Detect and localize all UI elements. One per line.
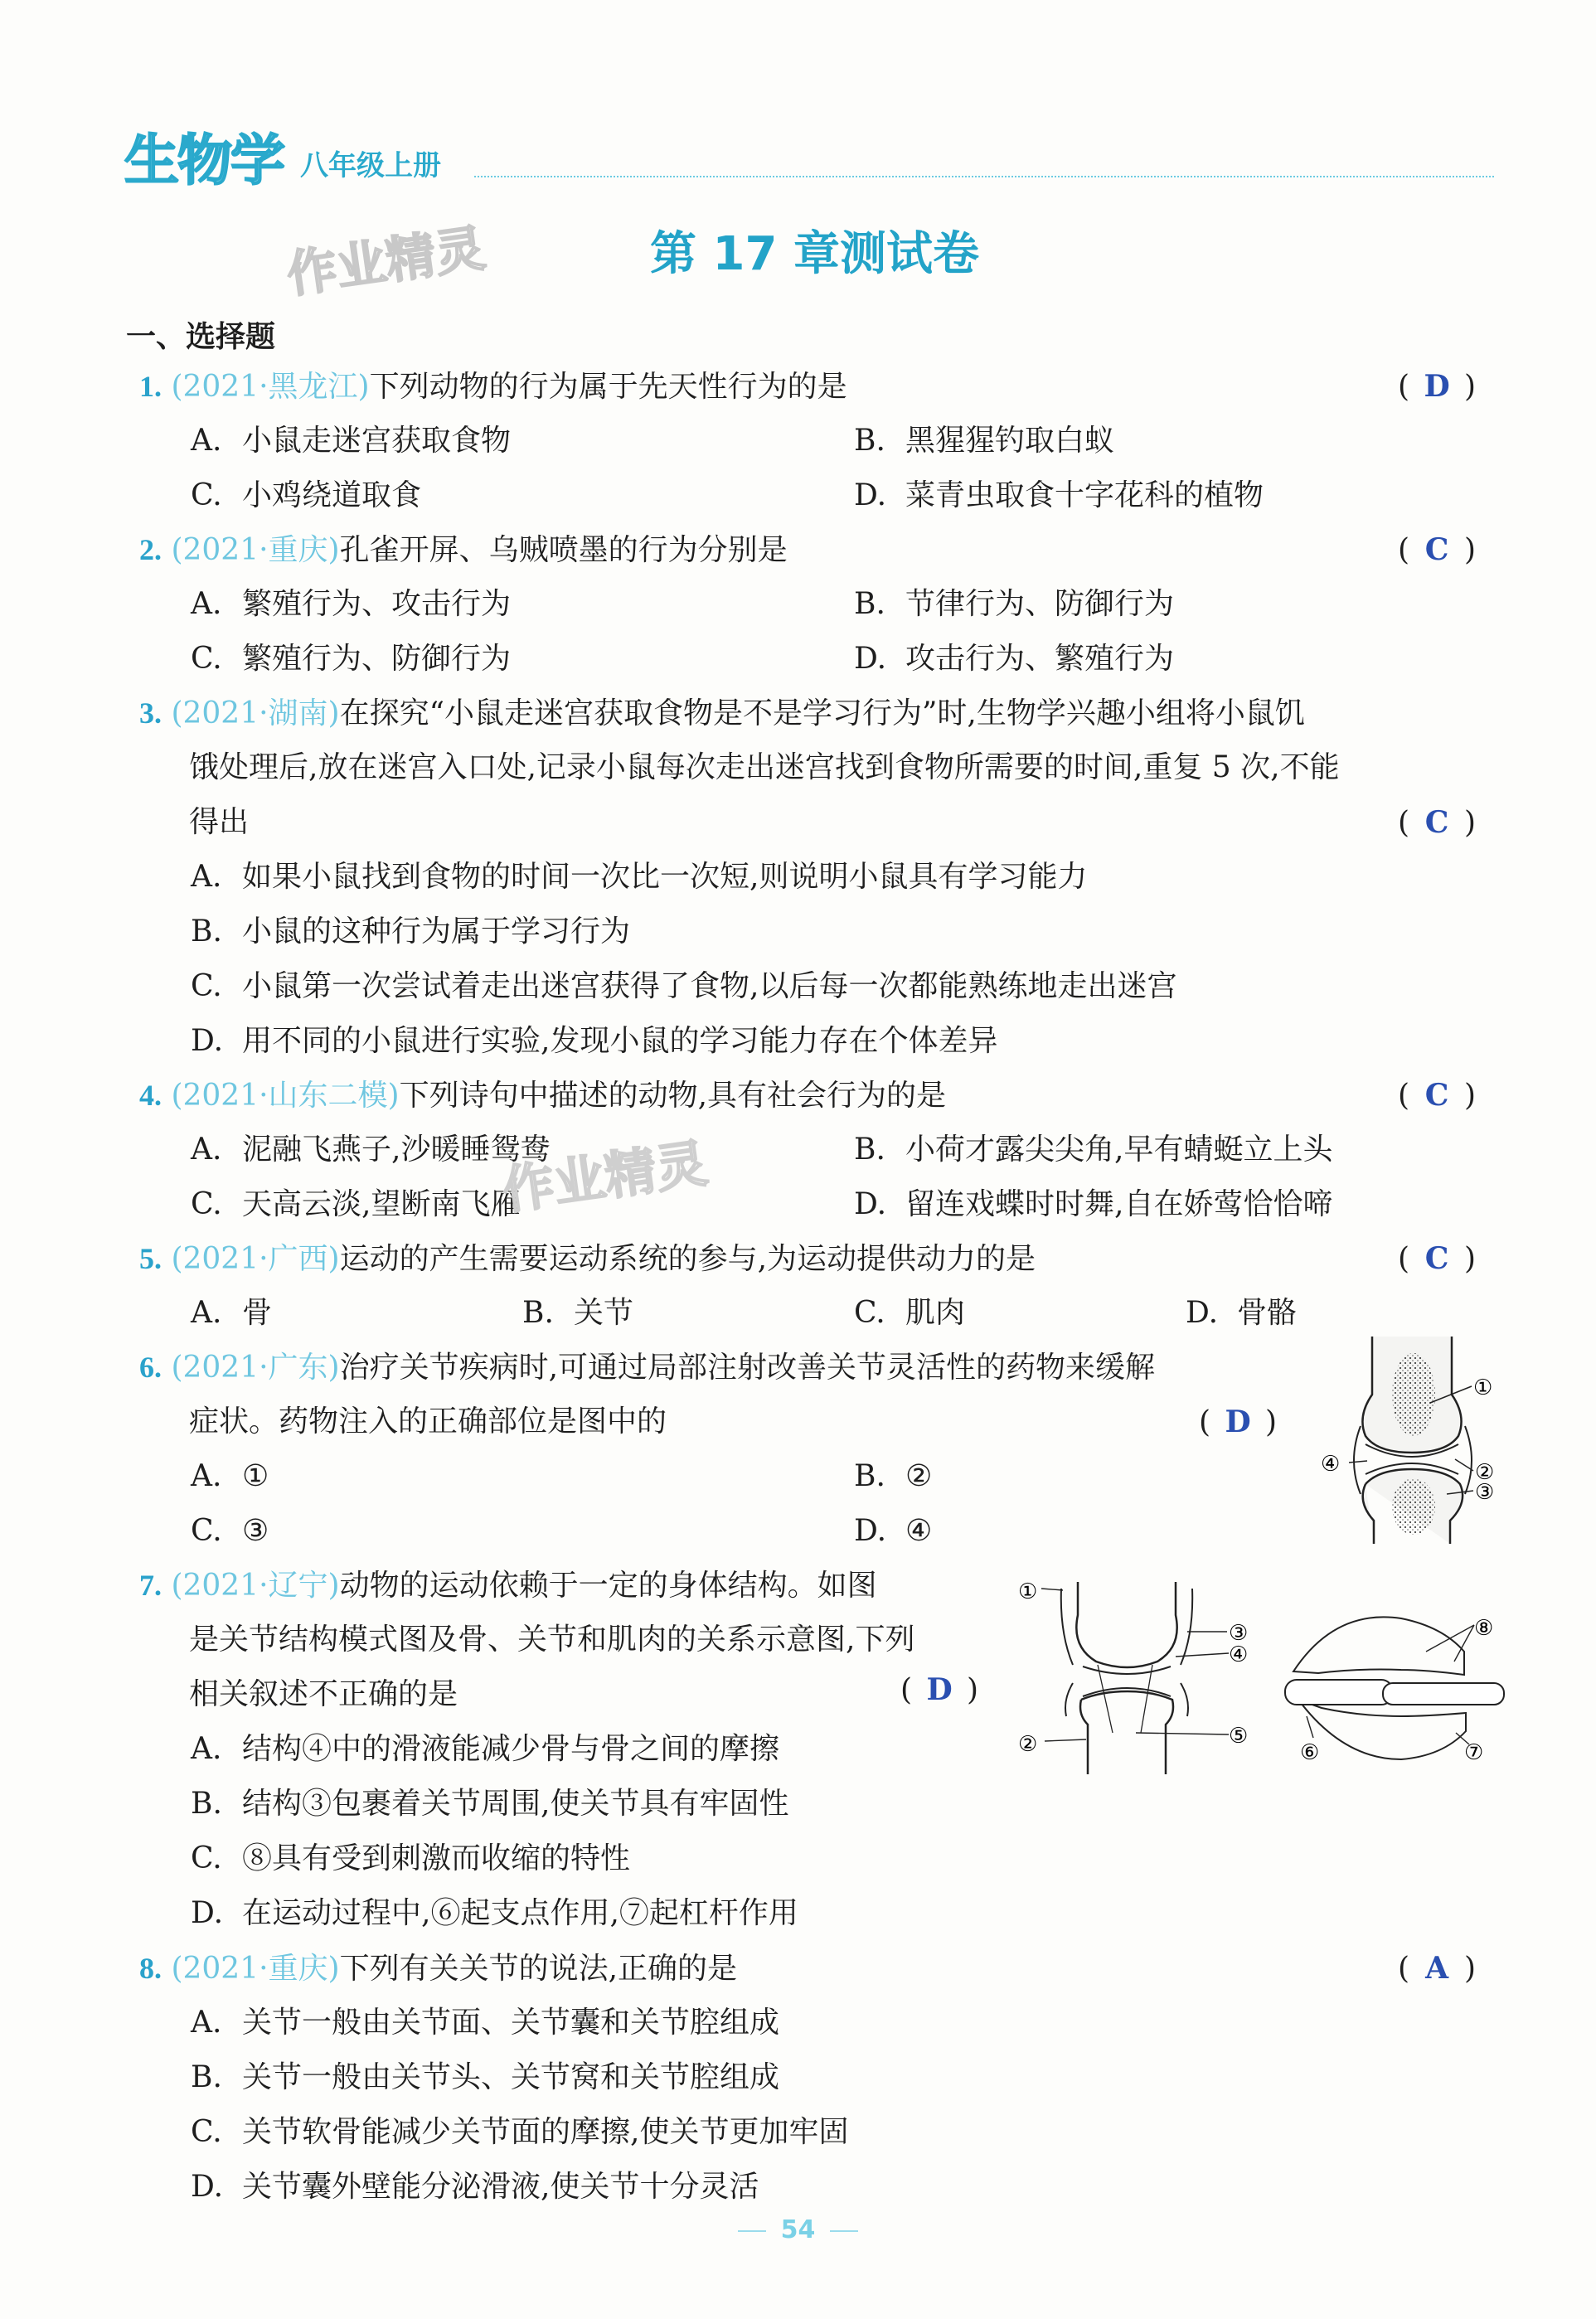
option: A. 小鼠走迷宫获取食物 [191, 424, 512, 458]
answer-letter: C [1424, 532, 1449, 567]
figure-label: ⑥ [1300, 1740, 1320, 1765]
question-7-stem-line2: 是关节结构模式图及骨、关节和肌肉的关系示意图,下列 [189, 1623, 915, 1657]
option: C. 天高云淡,望断南飞雁 [191, 1187, 521, 1221]
answer-letter: C [1424, 1241, 1449, 1276]
question-6-stem [139, 1349, 1155, 1386]
figure-label: ② [1475, 1460, 1495, 1485]
question-2-stem [139, 531, 788, 569]
question-3-stem [139, 695, 1305, 732]
option: D. 关节囊外壁能分泌滑液,使关节十分灵活 [191, 2170, 759, 2204]
figure-label: ③ [1475, 1480, 1495, 1505]
section-title: 一、选择题 [126, 320, 276, 354]
question-7-stem-line3: 相关叙述不正确的是 [189, 1677, 458, 1711]
option: A. 繁殖行为、攻击行为 [191, 587, 512, 621]
question-number: 2. [139, 533, 162, 566]
option: B. ② [854, 1459, 933, 1493]
page-title: 第 17 章测试卷 [650, 227, 979, 281]
answer-bracket: ( A ) [1398, 1951, 1477, 1986]
question-5-stem [139, 1240, 1036, 1278]
question-text: 下列诗句中描述的动物,具有社会行为的是 [399, 1079, 947, 1113]
question-1-stem [139, 368, 847, 405]
question-number: 1. [139, 370, 162, 403]
option: B. 黑猩猩钓取白蚁 [854, 424, 1115, 458]
option: B. 小荷才露尖尖角,早有蜻蜓立上头 [854, 1133, 1333, 1167]
option: D. 骨骼 [1186, 1296, 1298, 1330]
question-source: (2021·辽宁) [171, 1569, 340, 1603]
answer-bracket: ( D ) [1199, 1404, 1278, 1439]
subject-logo: 生物学 [124, 129, 284, 192]
figure-label: ④ [1321, 1452, 1341, 1477]
answer-bracket: ( C ) [1398, 805, 1477, 840]
question-text: 动物的运动依赖于一定的身体结构。如图 [339, 1569, 877, 1603]
answer-letter: D [1225, 1404, 1251, 1439]
figure-label: ⑧ [1474, 1616, 1494, 1641]
answer-letter: D [926, 1672, 953, 1707]
option: D. 在运动过程中,⑥起支点作用,⑦起杠杆作用 [191, 1896, 798, 1930]
figure-label: ⑤ [1229, 1724, 1249, 1749]
option: C. ③ [191, 1514, 269, 1548]
option: A. ① [191, 1459, 269, 1493]
figure-label: ⑦ [1464, 1740, 1484, 1765]
question-source: (2021·广东) [171, 1351, 340, 1385]
question-number: 7. [139, 1569, 162, 1602]
question-number: 5. [139, 1242, 162, 1275]
question-source: (2021·广西) [171, 1242, 340, 1276]
question-text: 下列动物的行为属于先天性行为的是 [369, 370, 847, 404]
option: B. 关节一般由关节头、关节窝和关节腔组成 [191, 2060, 780, 2094]
figure-label: ② [1018, 1732, 1038, 1757]
question-6-stem-line2: 症状。药物注入的正确部位是图中的 [189, 1404, 667, 1438]
option: A. 如果小鼠找到食物的时间一次比一次短,则说明小鼠具有学习能力 [191, 860, 1088, 894]
joint-muscle-figure [1011, 1575, 1509, 1816]
option: C. ⑧具有受到刺激而收缩的特性 [191, 1841, 631, 1875]
option: B. 节律行为、防御行为 [854, 587, 1175, 621]
question-text: 在探究“小鼠走迷宫获取食物是不是学习行为”时,生物学兴趣小组将小鼠饥 [339, 696, 1305, 730]
page-number [0, 2215, 1596, 2244]
answer-bracket: ( C ) [1398, 532, 1477, 567]
option: D. 用不同的小鼠进行实验,发现小鼠的学习能力存在个体差异 [191, 1024, 998, 1058]
option: C. 关节软骨能减少关节面的摩擦,使关节更加牢固 [191, 2115, 849, 2149]
question-source: (2021·山东二模) [171, 1079, 400, 1113]
question-text: 下列有关关节的说法,正确的是 [339, 1952, 738, 1986]
option: B. 小鼠的这种行为属于学习行为 [191, 915, 631, 948]
option: C. 繁殖行为、防御行为 [191, 642, 512, 676]
answer-bracket: ( D ) [900, 1672, 979, 1707]
option: B. 结构③包裹着关节周围,使关节具有牢固性 [191, 1787, 789, 1821]
question-source: (2021·重庆) [171, 1952, 340, 1986]
question-source: (2021·黑龙江) [171, 370, 370, 404]
header-divider [474, 176, 1494, 177]
question-text: 治疗关节疾病时,可通过局部注射改善关节灵活性的药物来缓解 [339, 1351, 1156, 1385]
option: A. 泥融飞燕子,沙暖睡鸳鸯 [191, 1133, 551, 1167]
option: D. 菜青虫取食十字花科的植物 [854, 478, 1264, 512]
joint-diagram-figure [1314, 1337, 1513, 1544]
option: D. 攻击行为、繁殖行为 [854, 642, 1175, 676]
option: A. 骨 [191, 1296, 273, 1330]
grade-label: 八年级上册 [300, 149, 441, 182]
answer-bracket: ( C ) [1398, 1078, 1477, 1113]
question-text: 孔雀开屏、乌贼喷墨的行为分别是 [339, 533, 788, 567]
option: C. 肌肉 [854, 1296, 966, 1330]
option: B. 关节 [522, 1296, 634, 1330]
figure-label: ① [1473, 1375, 1493, 1400]
option: A. 关节一般由关节面、关节囊和关节腔组成 [191, 2006, 780, 2040]
answer-bracket: ( C ) [1398, 1241, 1477, 1276]
question-source: (2021·湖南) [171, 696, 340, 730]
question-7-stem [139, 1567, 877, 1604]
answer-letter: C [1424, 805, 1449, 840]
question-number: 6. [139, 1351, 162, 1384]
answer-letter: C [1424, 1078, 1449, 1113]
watermark-logo: 作业精灵 [498, 1133, 711, 1221]
watermark-logo: 作业精灵 [283, 219, 489, 305]
question-4-stem [139, 1077, 946, 1114]
answer-letter: D [1424, 369, 1450, 404]
question-number: 8. [139, 1952, 162, 1985]
option: D. 留连戏蝶时时舞,自在娇莺恰恰啼 [854, 1187, 1333, 1221]
figure-label: ① [1018, 1579, 1038, 1604]
question-number: 4. [139, 1079, 162, 1112]
answer-bracket: ( D ) [1398, 369, 1477, 404]
option: C. 小鸡绕道取食 [191, 478, 422, 512]
figure-label: ③ [1229, 1621, 1249, 1646]
option: C. 小鼠第一次尝试着走出迷宫获得了食物,以后每一次都能熟练地走出迷宫 [191, 969, 1177, 1003]
option: A. 结构④中的滑液能减少骨与骨之间的摩擦 [191, 1732, 780, 1766]
figure-label: ④ [1229, 1642, 1249, 1667]
question-3-stem-line3: 得出 [189, 805, 250, 839]
page-number-text: 54 [780, 2215, 816, 2244]
option: D. ④ [854, 1514, 933, 1548]
question-number: 3. [139, 696, 162, 730]
question-text: 运动的产生需要运动系统的参与,为运动提供动力的是 [339, 1242, 1036, 1276]
question-source: (2021·重庆) [171, 533, 340, 567]
answer-letter: A [1425, 1951, 1449, 1986]
question-3-stem-line2: 饿处理后,放在迷宫入口处,记录小鼠每次走出迷宫找到食物所需要的时间,重复 5 次,不能 [189, 750, 1340, 784]
question-8-stem [139, 1950, 737, 1987]
